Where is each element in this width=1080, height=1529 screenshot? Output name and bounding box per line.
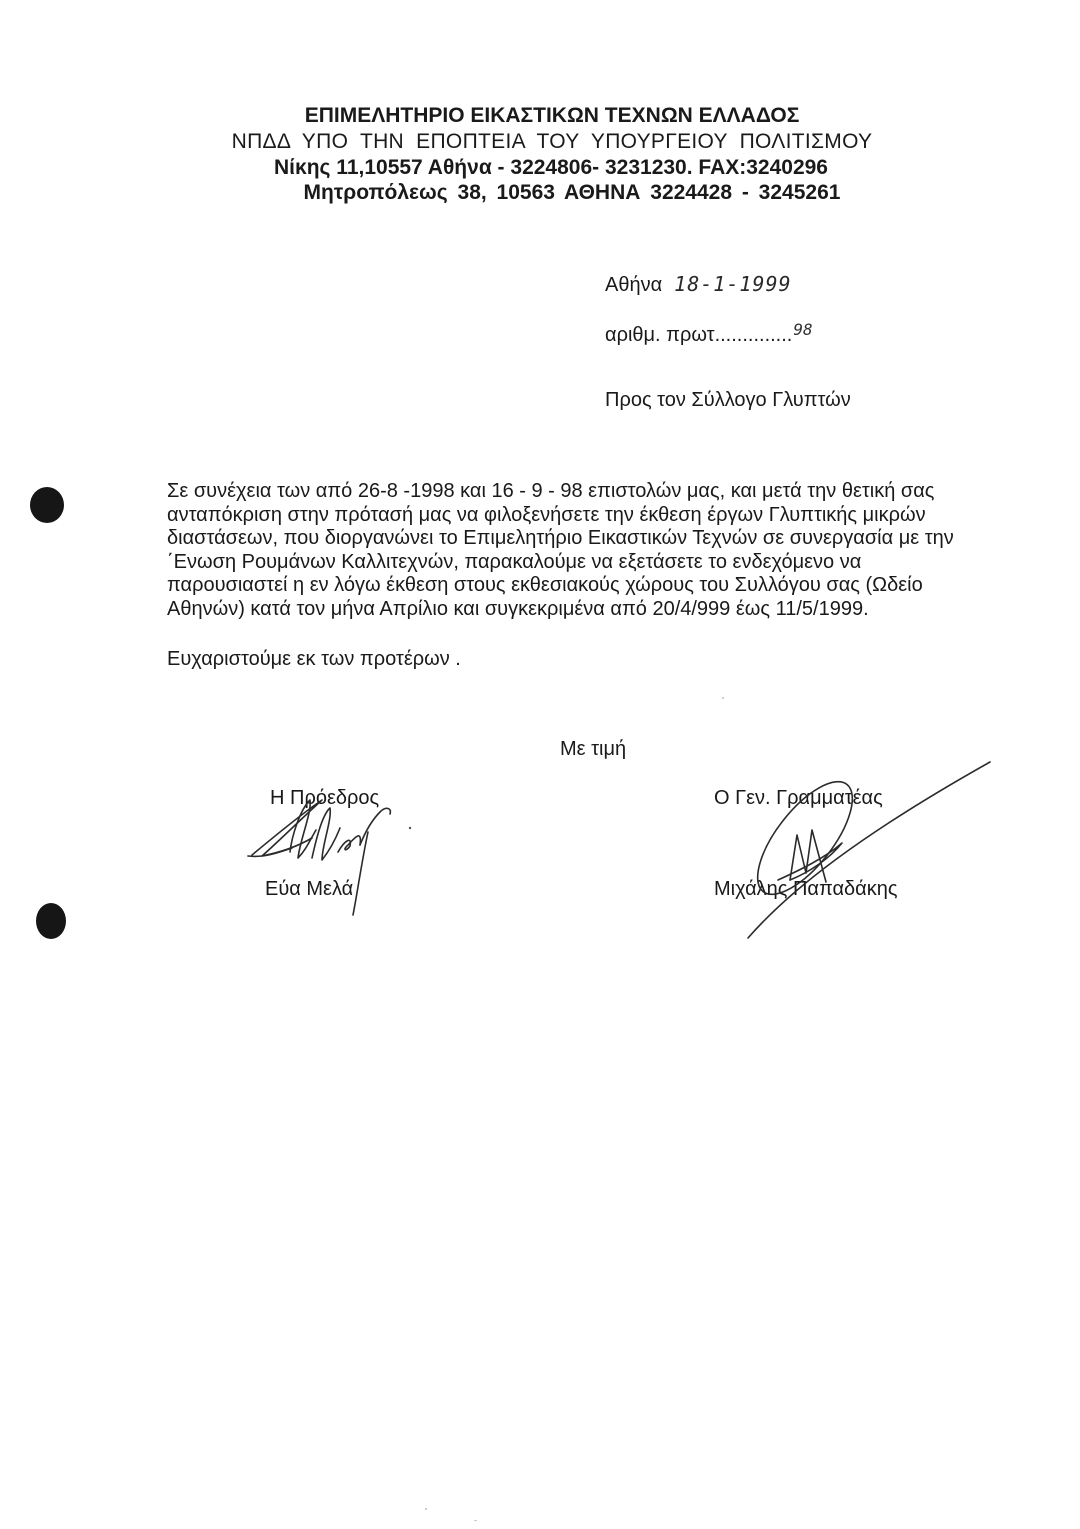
body-line: ΄Ενωση Ρουμάνων Καλλιτεχνών, παρακαλούμε να εξετάσετε το ενδεχόμενο να [167,550,862,573]
body-line: Αθηνών) κατά τον μήνα Απρίλιο και συγκεκριμένα από 20/4/999 έως 11/5/1999. [167,597,869,620]
date-value-handwritten: 18-1-1999 [674,272,792,296]
addressee: Προς τον Σύλλογο Γλυπτών [605,389,851,411]
scan-speck-icon [425,1508,427,1510]
scan-speck-icon [722,697,724,699]
date-line [605,272,792,297]
date-label: Αθήνα [605,274,663,296]
body-line: Σε συνέχεια των από 26-8 -1998 και 16 - 9 - 98 επιστολών μας, και μετά την θετική σας [167,480,935,502]
letterhead-organization: ΕΠΙΜΕΛΗΤΗΡΙΟ ΕΙΚΑΣΤΙΚΩΝ ΤΕΧΝΩΝ ΕΛΛΑΔΟΣ [304,104,800,127]
body-line: διαστάσεων, που διοργανώνει το Επιμελητήριο Εικαστικών Τεχνών σε συνεργασία με την [167,527,954,549]
body-line: παρουσιαστεί η εν λόγω έκθεση στους εκθεσιακούς χώρους του Συλλόγου σας (Ωδείο [167,574,923,596]
signatory-left-name: Εύα Μελά [265,878,354,900]
punch-hole-icon [30,487,64,523]
body-line: ανταπόκριση στην πρότασή μας να φιλοξενήσετε την έκθεση έργων Γλυπτικής μικρών [167,503,926,526]
letterhead-address-2: Μητροπόλεως 38, 10563 ΑΘΗΝΑ 3224428 - 3245261 [303,181,841,204]
thanks-line: Ευχαριστούμε εκ των προτέρων . [167,648,461,670]
protocol-dots: .............. [714,324,793,346]
signatory-right-title: Ο Γεν. Γραμματέας [714,787,883,809]
letterhead-status: ΝΠΔΔ ΥΠΟ ΤΗΝ ΕΠΟΠΤΕΙΑ ΤΟΥ ΥΠΟΥΡΓΕΙΟΥ ΠΟΛΙΤΙΣΜΟΥ [231,130,873,153]
closing-salutation: Με τιμή [560,738,627,760]
letterhead-address-1: Νίκης 11,10557 Αθήνα - 3224806- 3231230. FAX:3240296 [274,156,828,179]
protocol-number-handwritten: 98 [793,320,813,339]
signatory-right-name: Μιχάλης Παπαδάκης [714,878,898,900]
punch-hole-icon [36,903,66,939]
signatory-left-title: Η Πρόεδρος [270,787,380,809]
scan-speck-icon [474,1520,477,1521]
ink-dot-icon [409,827,411,829]
protocol-line [605,318,814,347]
protocol-label: αριθμ. πρωτ [605,324,715,346]
letter-body [167,480,977,621]
